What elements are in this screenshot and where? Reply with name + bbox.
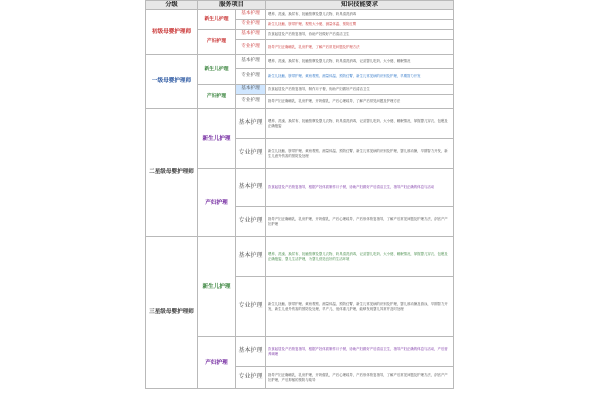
requirement-cell: 喂养、洗澡、换尿布、抚触按摩及婴儿衣物、奶具清洗消毒，记录婴儿吃奶、大小便、睡眠情况，掌握婴儿穿衣、包裹及正确抱姿 — [266, 109, 454, 139]
category-cell: 专业护理 — [236, 207, 266, 237]
header-project: 服务项目 — [198, 1, 266, 10]
object-cell: 产妇护理 — [198, 337, 236, 389]
table-row — [146, 10, 454, 20]
category-cell: 基本护理 — [236, 237, 266, 277]
requirement-cell: 新生儿抚触、脐带护理、观察大小便、测量体温、预防红臀 — [266, 20, 454, 30]
level-cell: 初级母婴护理师 — [146, 10, 198, 55]
level-cell: 二星级母婴护理师 — [146, 109, 198, 237]
object-cell: 新生儿护理 — [198, 109, 236, 169]
requirement-cell: 饮食起居及产后恢复指导，根据产妇体质制作月子餐，协助产妇做好产后清洁卫生，指导产妇正确的休息与活动，产后营养调理 — [266, 337, 454, 367]
table-row — [146, 55, 454, 69]
level-cell: 三星级母婴护理师 — [146, 237, 198, 389]
category-cell: 专业护理 — [236, 95, 266, 109]
requirement-cell: 饮食起居及产后恢复指导，协助产妇做好产后清洁卫生 — [266, 30, 454, 40]
header-requirements: 知识技能要求 — [266, 1, 454, 10]
requirement-cell: 饮食起居及产后恢复指导，制作月子餐，协助产妇做好产后清洁卫生 — [266, 85, 454, 95]
category-cell: 基本护理 — [236, 337, 266, 367]
object-cell: 产妇护理 — [198, 85, 236, 109]
category-cell: 基本护理 — [236, 30, 266, 40]
category-cell: 基本护理 — [236, 55, 266, 69]
requirement-cell: 新生儿抚触、脐带护理、黄疸观察、测量体温、预防红臀，新生儿常见病的识别及护理，早期智力开发 — [266, 69, 454, 85]
requirement-cell: 喂养、洗澡、换尿布、抚触按摩及婴儿衣物、奶具清洗消毒，记录婴儿吃奶、大小便、睡眠情况，掌握婴儿穿衣、包裹及正确抱姿，婴儿生活护理，为婴儿营造良好的生活环境 — [266, 237, 454, 277]
requirement-cell: 喂养、洗澡、换尿布、抚触按摩及婴儿衣物、奶具清洗消毒，记录婴儿吃奶、大小便、睡眠情况 — [266, 55, 454, 69]
requirement-cell: 新生儿抚触、脐带护理、黄疸观察、测量体温、预防红臀、新生儿常见病的识别及护理，婴儿被动操，早期智力开发，新生儿意外伤害的预防及处理 — [266, 139, 454, 169]
object-cell: 新生儿护理 — [198, 55, 236, 85]
object-cell: 产妇护理 — [198, 30, 236, 55]
level-cell: 一级母婴护理师 — [146, 55, 198, 109]
category-cell: 专业护理 — [236, 277, 266, 337]
category-cell: 基本护理 — [236, 85, 266, 95]
category-cell: 基本护理 — [236, 169, 266, 207]
requirement-cell: 指导产妇正确哺乳，乳房护理，开奶催乳，产后心理疏导，产后形体恢复指导，了解产后常见问题及护理方法，剖宫产产妇护理 — [266, 207, 454, 237]
category-cell: 专业护理 — [236, 40, 266, 55]
object-cell: 新生儿护理 — [198, 10, 236, 30]
header-level: 分级 — [146, 1, 198, 10]
table-header-row — [146, 1, 454, 10]
category-cell: 专业护理 — [236, 20, 266, 30]
category-cell: 专业护理 — [236, 139, 266, 169]
table-row — [146, 109, 454, 139]
object-cell: 新生儿护理 — [198, 237, 236, 337]
requirement-cell: 指导产妇正确哺乳，乳房护理，开奶催乳，产后心理疏导，产后形体恢复指导，了解产后常见问题及护理方法，剖宫产产妇护理，产后抑郁的预防与疏导 — [266, 367, 454, 389]
requirement-cell: 新生儿抚触、脐带护理、黄疸观察、测量体温、预防红臀，新生儿常见病的识别及护理，婴儿被动操及游泳，早期智力开发，新生儿意外伤害的预防及处理，早产儿、低体重儿护理，能够发现婴儿异常并及时处理 — [266, 277, 454, 337]
category-cell: 专业护理 — [236, 367, 266, 389]
requirement-cell: 喂养、洗澡、换尿布、抚触按摩及婴儿衣物、奶具清洗消毒 — [266, 10, 454, 20]
category-cell: 专业护理 — [236, 69, 266, 85]
category-cell: 基本护理 — [236, 10, 266, 20]
skills-table-sheet — [145, 0, 453, 400]
category-cell: 基本护理 — [236, 109, 266, 139]
object-cell: 产妇护理 — [198, 169, 236, 237]
requirement-cell: 指导产妇正确哺乳，乳房护理，开奶催乳，产后心理疏导，了解产后常见问题及护理方法 — [266, 95, 454, 109]
table-row — [146, 237, 454, 277]
requirement-cell: 指导产妇正确哺乳，乳房护理，了解产后常见问题及护理方法 — [266, 40, 454, 55]
skills-table — [145, 0, 454, 389]
requirement-cell: 饮食起居及产后恢复指导，根据产妇体质制作月子餐，协助产妇做好产后清洁卫生，指导产妇正确的休息与活动 — [266, 169, 454, 207]
